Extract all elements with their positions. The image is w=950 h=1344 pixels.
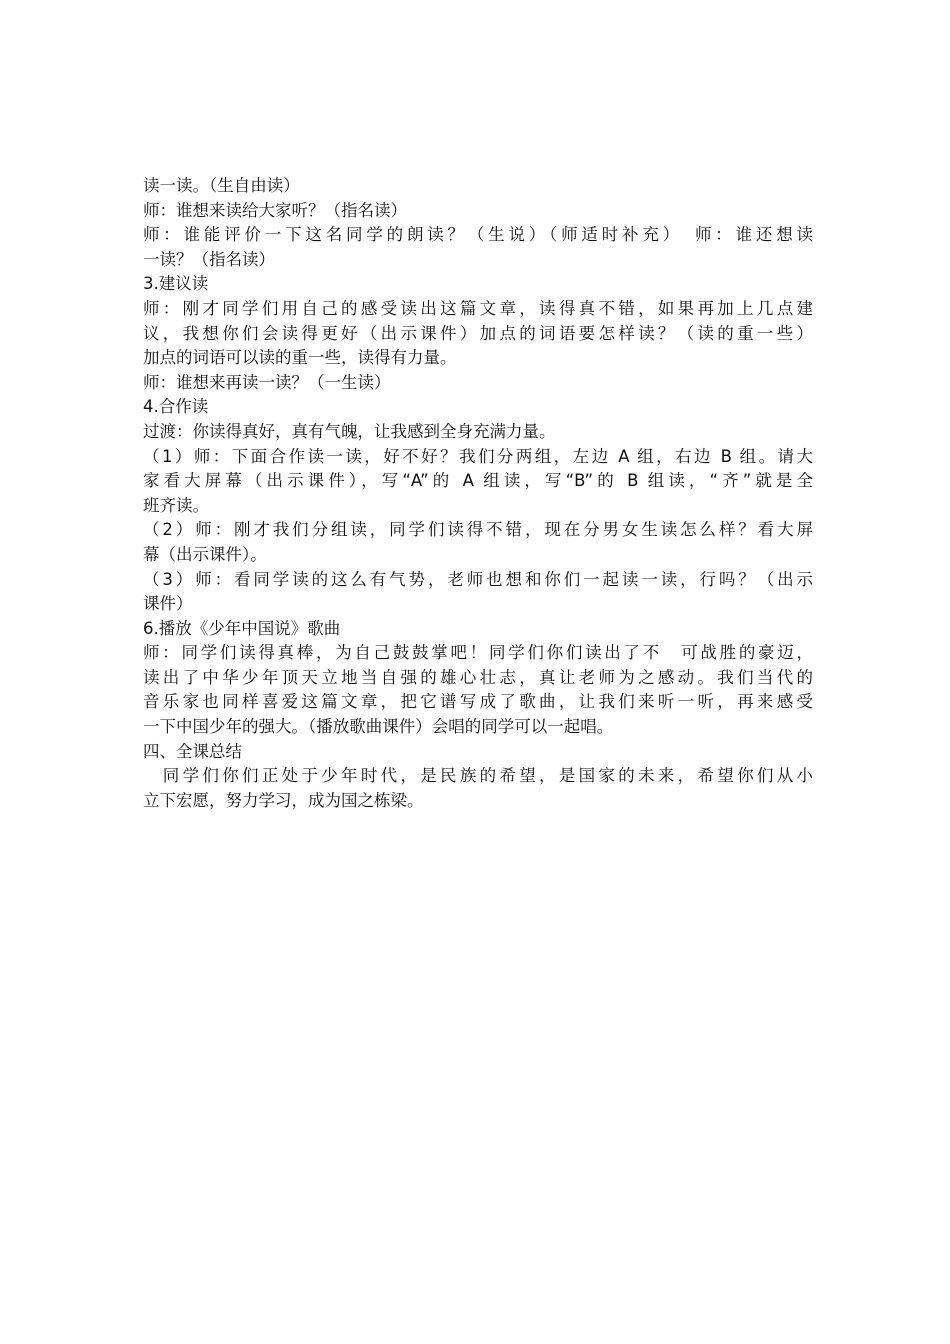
text-line: 师：谁想来读给大家听？（指名读） xyxy=(143,200,407,220)
text-line: 课件） xyxy=(143,594,193,614)
text-line: 加点的词语可以读的重一些，读得有力量。 xyxy=(143,348,457,368)
text-line: 过渡：你读得真好，真有气魄，让我感到全身充满力量。 xyxy=(143,421,556,441)
section-heading: 6.播放《少年中国说》歌曲 xyxy=(143,618,341,638)
text-line: 立下宏愿，努力学习，成为国之栋梁。 xyxy=(143,790,424,810)
text-line: （2）师：刚才我们分组读，同学们读得不错，现在分男女生读怎么样？看大屏 xyxy=(143,520,813,540)
text-line: （3）师：看同学读的这么有气势，老师也想和你们一起读一读，行吗？（出示 xyxy=(143,569,813,589)
text-line: 一读？（指名读） xyxy=(143,249,275,269)
text-line: 班齐读。 xyxy=(143,495,209,515)
section-heading: 3.建议读 xyxy=(143,274,209,294)
text-line: 师：刚才同学们用自己的感受读出这篇文章，读得真不错，如果再加上几点建 xyxy=(143,298,813,318)
section-heading: 4.合作读 xyxy=(143,397,209,417)
text-line: 幕（出示课件）。 xyxy=(143,544,267,564)
text-line: 师：谁能评价一下这名同学的朗读？（生说）（师适时补充） 师：谁还想读 xyxy=(143,225,813,245)
text-line: 师：谁想来再读一读？（一生读） xyxy=(143,372,391,392)
text-line: 议，我想你们会读得更好（出示课件）加点的词语要怎样读？（读的重一些） xyxy=(143,323,813,343)
text-line: 读出了中华少年顶天立地当自强的雄心壮志，真让老师为之感动。我们当代的 xyxy=(143,667,813,687)
text-line: 家看大屏幕（出示课件），写“A”的 A 组读，写“B”的 B 组读，“齐”就是全 xyxy=(143,471,813,491)
text-line: 读一读。（生自由读） xyxy=(143,176,300,195)
section-heading: 四、全课总结 xyxy=(143,741,242,761)
text-line: （1）师：下面合作读一读，好不好？我们分两组，左边 A 组，右边 B 组。请大 xyxy=(143,446,813,466)
text-line: 同学们你们正处于少年时代，是民族的希望，是国家的未来，希望你们从小 xyxy=(143,766,813,786)
text-line: 音乐家也同样喜爱这篇文章，把它谱写成了歌曲，让我们来听一听，再来感受 xyxy=(143,692,813,712)
text-line: 一下中国少年的强大。（播放歌曲课件）会唱的同学可以一起唱。 xyxy=(143,717,614,737)
text-line: 师：同学们读得真棒，为自己鼓鼓掌吧！同学们你们读出了不 可战胜的豪迈， xyxy=(143,643,813,663)
document-body xyxy=(143,174,813,813)
